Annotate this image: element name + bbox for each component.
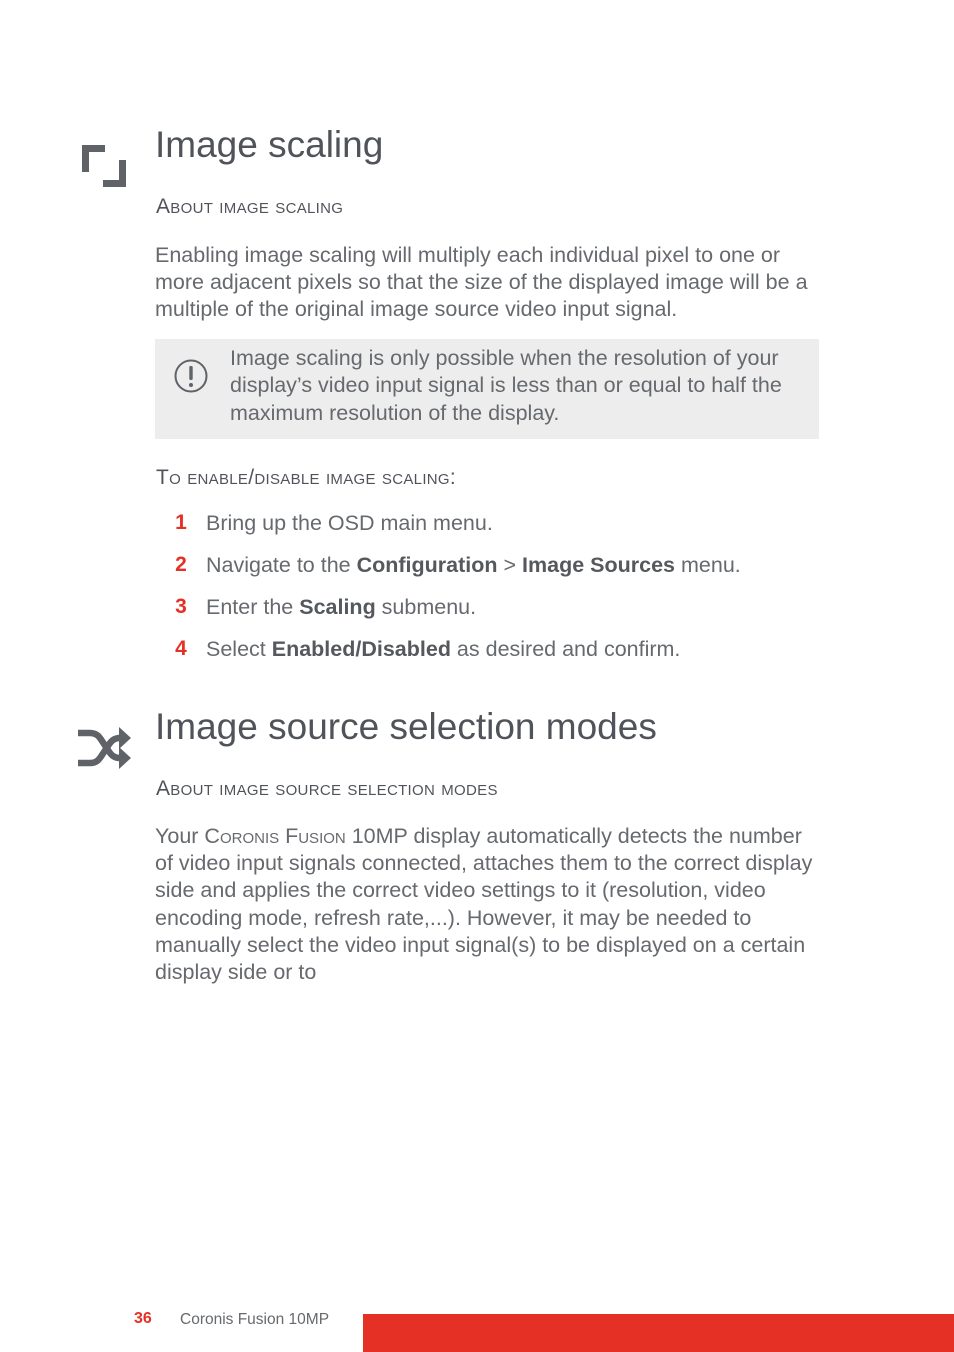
page-number: 36 — [134, 1310, 152, 1327]
menu-name-image-sources: Image Sources — [522, 553, 676, 577]
footer-doc-title: Coronis Fusion 10MP — [180, 1311, 330, 1328]
note-text: Image scaling is only possible when the resolution of your display’s video input signal is less than or equal to half the maximum resolution of the display. — [230, 346, 782, 425]
step-number: 1 — [175, 511, 187, 534]
procedure-title: To enable/disable image scaling: — [156, 466, 457, 489]
step-text: Bring up the OSD main menu. — [206, 511, 493, 535]
step-number: 3 — [175, 595, 187, 618]
option-enabled-disabled: Enabled/Disabled — [271, 637, 451, 661]
subsection-title-about-source-selection: About image source selection modes — [156, 777, 498, 800]
step-number: 2 — [175, 553, 187, 576]
menu-name-scaling: Scaling — [299, 595, 376, 619]
subsection-title-about-image-scaling: About image scaling — [156, 195, 344, 218]
image-scaling-paragraph: Enabling image scaling will multiply each individual pixel to one or more adjacent pixels so that the size of the displayed image will be a multiple of the original image source video input signal. — [155, 243, 808, 322]
menu-name-configuration: Configuration — [356, 553, 498, 577]
step-text: Enter the Scaling submenu. — [206, 595, 477, 619]
step-text: Select Enabled/Disabled as desired and confirm. — [206, 637, 681, 661]
section-title-image-source-selection-modes: Image source selection modes — [155, 706, 657, 747]
shuffle-arrows-icon — [76, 720, 132, 776]
scale-corners-icon — [76, 138, 132, 194]
step-text: Navigate to the Configuration > Image Sources menu. — [206, 553, 741, 577]
step-number: 4 — [175, 637, 187, 660]
exclamation-icon — [174, 359, 208, 393]
product-name: Coronis Fusion — [204, 824, 346, 848]
footer-accent-bar — [363, 1314, 954, 1352]
section-title-image-scaling: Image scaling — [155, 124, 384, 165]
note-box — [155, 339, 819, 439]
source-selection-paragraph: Your Coronis Fusion 10MP display automatically detects the number of video input signals connected, attaches them to the correct display side and applies the correct video settings to it (resolution, video encoding mode, refresh rate,...). However, it may be needed to manually select the video input signal(s) to be displayed on a certain display side or to — [155, 824, 813, 985]
